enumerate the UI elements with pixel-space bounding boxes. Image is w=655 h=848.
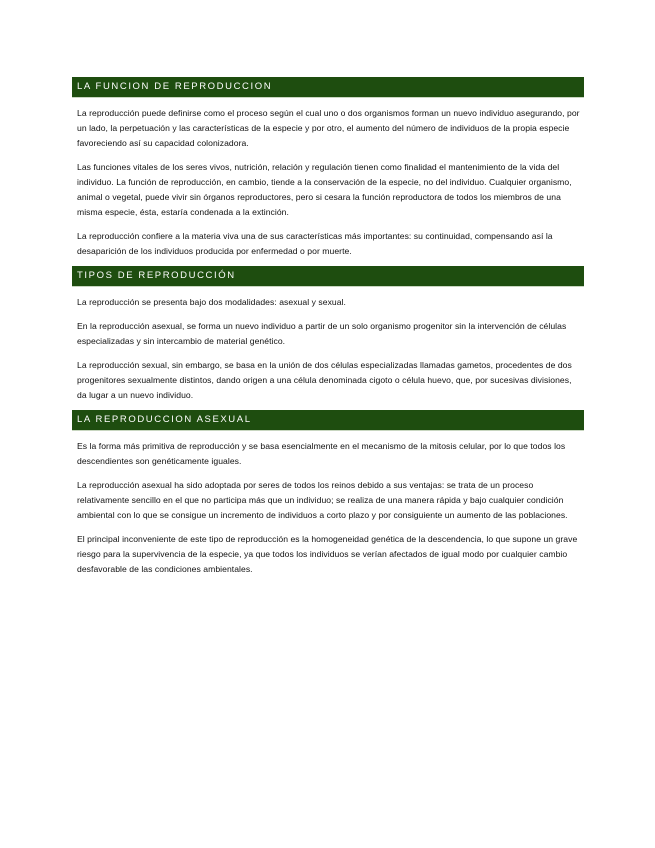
paragraph: Es la forma más primitiva de reproducción y se basa esencialmente en el mecanismo de la mitosis celular, por lo que todos los descendientes son genéticamente iguales. <box>77 441 566 466</box>
paragraph: Las funciones vitales de los seres vivos, nutrición, relación y regulación tienen como finalidad el mantenimiento de la vida del individuo. La función de reproducción, en cambio, tiende a la conservación de la especie, no del individuo. Cualquier organismo, animal o vegetal, puede vivir sin órganos reproductores, pero si cesara la función reproductora de todos los miembros de una misma especie, ésta, estaría condenada a la extinción. <box>77 162 572 217</box>
paragraph: La reproducción se presenta bajo dos modalidades: asexual y sexual. <box>77 297 346 307</box>
document-page <box>72 77 584 586</box>
section-reproduccion-asexual <box>72 410 584 577</box>
section-heading: TIPOS DE REPRODUCCIÓN <box>72 266 584 286</box>
paragraph: El principal inconveniente de este tipo de reproducción es la homogeneidad genética de la descendencia, lo que supone un grave riesgo para la supervivencia de la especie, ya que todos los individuos se verían afectados de igual modo por cualquier cambio desfavorable de las condiciones ambientales. <box>77 534 578 574</box>
section-heading: LA REPRODUCCION ASEXUAL <box>72 410 584 430</box>
paragraph: La reproducción asexual ha sido adoptada por seres de todos los reinos debido a sus ventajas: se trata de un proceso relativamente sencillo en el que no participa más que un individuo; se realiza de una manera rápida y bajo cualquier condición ambiental con lo que se consigue un incremento de individuos a corto plazo y por consiguiente un aumento de las poblaciones. <box>77 480 568 520</box>
section-tipos-reproduccion <box>72 266 584 403</box>
paragraph: En la reproducción asexual, se forma un nuevo individuo a partir de un solo organismo progenitor sin la intervención de células especializadas y sin intercambio de material genético. <box>77 321 567 346</box>
section-funcion-reproduccion <box>72 77 584 259</box>
section-heading: LA FUNCION DE REPRODUCCION <box>72 77 584 97</box>
paragraph: La reproducción sexual, sin embargo, se basa en la unión de dos células especializadas llamadas gametos, procedentes de dos progenitores sexualmente distintos, dando origen a una célula denominada cigoto o célula huevo, que, por sucesivas divisiones, da lugar a un nuevo individuo. <box>77 360 572 400</box>
paragraph: La reproducción puede definirse como el proceso según el cual uno o dos organismos forman un nuevo individuo asegurando, por un lado, la perpetuación y las características de la especie y por otro, el aumento del número de individuos de la propia especie favoreciendo así su capacidad colonizadora. <box>77 108 580 148</box>
paragraph: La reproducción confiere a la materia viva una de sus características más importantes: su continuidad, compensando así la desaparición de los individuos producida por enfermedad o por muerte. <box>77 231 553 256</box>
